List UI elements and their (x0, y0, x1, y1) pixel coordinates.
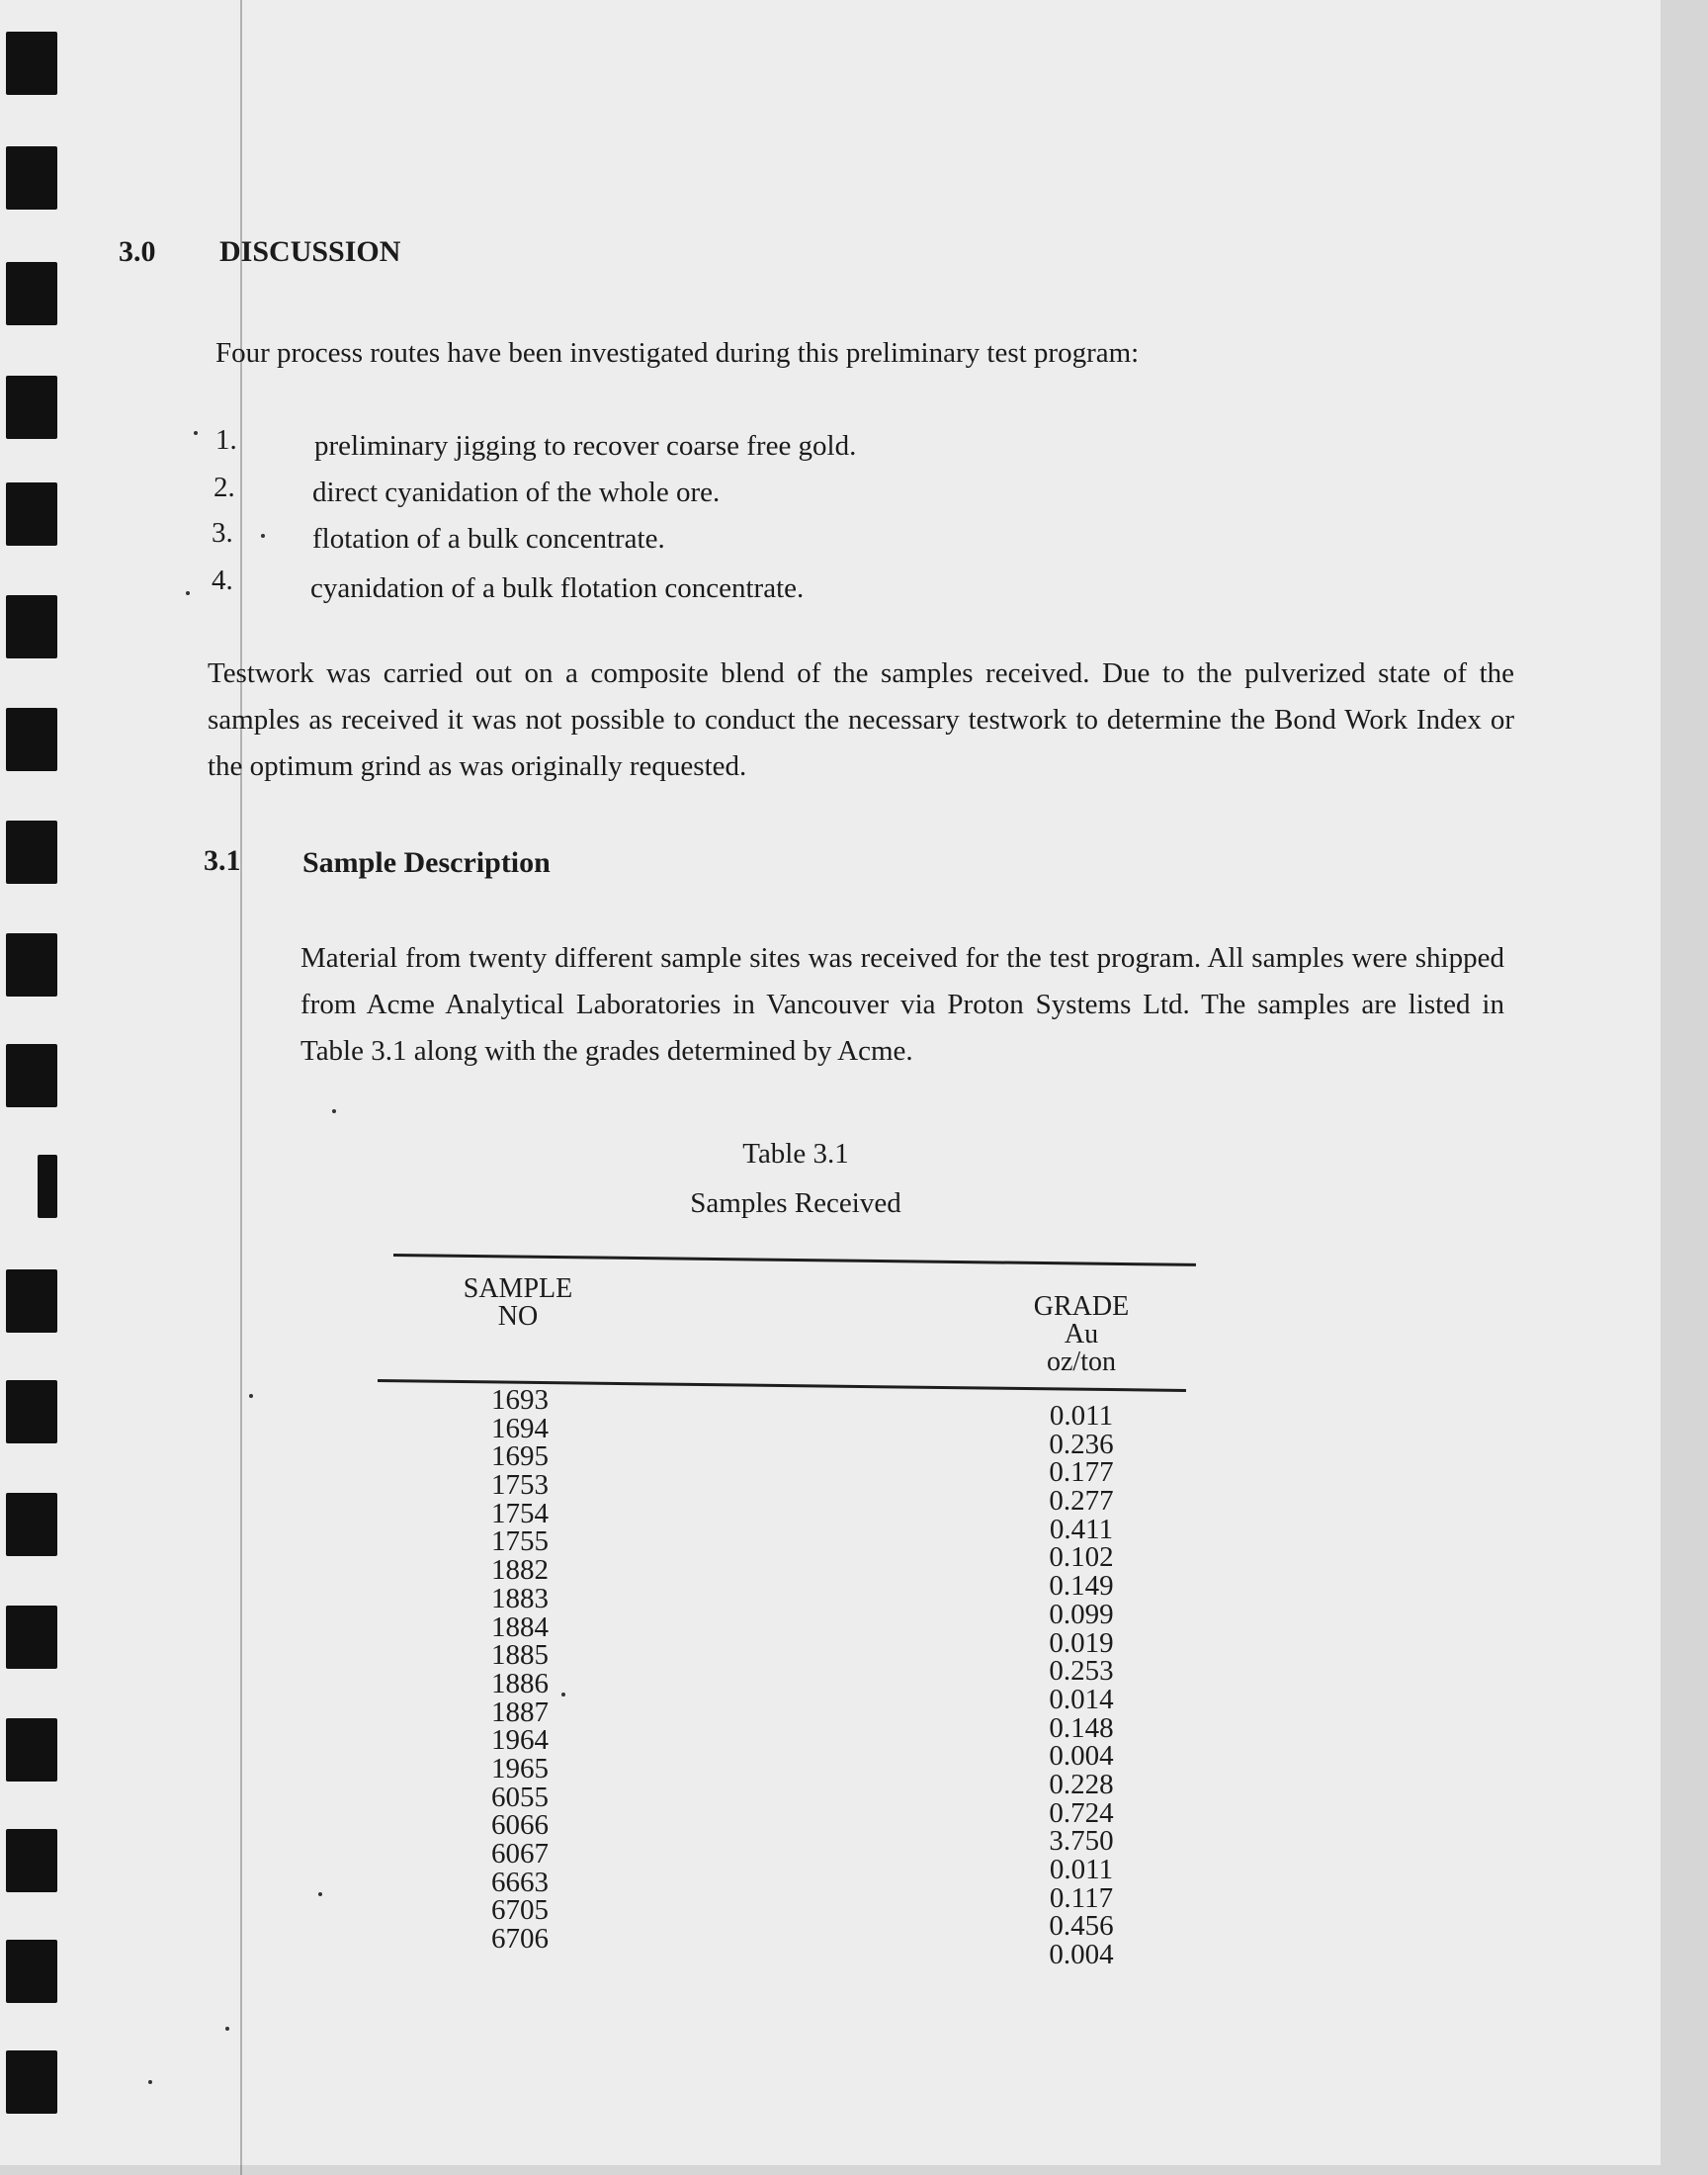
binding-hole (6, 2050, 57, 2114)
table-cell-grade: 0.177 (1049, 1456, 1114, 1489)
binding-hole (6, 1044, 57, 1107)
table-cell-grade: 0.148 (1049, 1711, 1114, 1744)
table-cell-sample: 1883 (491, 1582, 549, 1614)
sample-header-line: SAMPLE (463, 1273, 573, 1304)
table-cell-grade: 0.149 (1049, 1570, 1114, 1603)
binding-holes (0, 0, 61, 2175)
subsection-title: Sample Description (302, 846, 551, 879)
scan-speck (194, 431, 198, 435)
scan-speck (225, 2027, 229, 2031)
sample-number-column (451, 1386, 589, 1954)
table-cell-sample: 1884 (491, 1610, 549, 1643)
binding-hole (6, 1493, 57, 1556)
list-item-number: 3. (212, 517, 233, 549)
table-cell-grade: 0.011 (1049, 1854, 1114, 1885)
table-cell-sample: 1754 (491, 1497, 549, 1529)
scan-speck (249, 1394, 253, 1398)
list-item-text: flotation of a bulk concentrate. (312, 523, 665, 555)
binding-hole (6, 708, 57, 771)
table-cell-sample: 6066 (491, 1809, 549, 1842)
binding-hole (6, 32, 57, 95)
table-cell-sample: 1753 (491, 1469, 549, 1502)
table-cell-sample: 1886 (491, 1667, 549, 1699)
grade-column (1012, 1402, 1151, 1969)
table-cell-sample: 1693 (491, 1384, 549, 1416)
table-cell-grade: 0.099 (1049, 1598, 1114, 1630)
table-cell-grade: 0.228 (1049, 1768, 1114, 1800)
table-cell-grade: 0.277 (1049, 1485, 1114, 1518)
list-item-number: 4. (212, 565, 233, 596)
table-cell-grade: 0.411 (1049, 1513, 1114, 1545)
table-title: Samples Received (690, 1187, 901, 1219)
table-cell-sample: 1887 (491, 1696, 549, 1728)
table-cell-grade: 0.019 (1049, 1626, 1114, 1659)
sample-header-line: NO (497, 1301, 539, 1332)
binding-hole (6, 595, 57, 658)
grade-header-line: Au (1064, 1319, 1099, 1349)
binding-hole (6, 1269, 57, 1333)
table-cell-grade: 0.236 (1049, 1428, 1114, 1460)
binding-hole (38, 1155, 57, 1218)
sample-description-paragraph: Material from twenty different sample sites was received for the test program. All samples were shipped from Acme Analytical Laboratories in Vancouver via Proton Systems Ltd. The samples are listed in Table 3.1 along with the grades determined by Acme. (300, 942, 1504, 1067)
binding-hole (6, 1380, 57, 1443)
testwork-paragraph: Testwork was carried out on a composite blend of the samples received. Due to the pulverized state of the samples as received it was not possible to conduct the necessary testwork to determine the Bond Work Index or the optimum grind as was originally requested. (208, 657, 1514, 782)
list-item-text: preliminary jigging to recover coarse free gold. (314, 430, 857, 462)
table-cell-grade: 3.750 (1049, 1825, 1114, 1858)
table-cell-grade: 0.102 (1049, 1541, 1114, 1574)
table-cell-grade: 0.253 (1049, 1655, 1114, 1688)
scan-speck (148, 2080, 152, 2084)
grade-header-line: oz/ton (1047, 1347, 1116, 1377)
table-cell-grade: 0.117 (1049, 1881, 1114, 1914)
binding-hole (6, 146, 57, 210)
table-cell-sample: 1882 (491, 1554, 549, 1587)
binding-hole (6, 1718, 57, 1782)
table-cell-sample: 6705 (491, 1894, 549, 1927)
table-cell-grade: 0.004 (1049, 1740, 1114, 1773)
binding-hole (6, 933, 57, 997)
table-cell-grade: 0.724 (1049, 1796, 1114, 1829)
margin-rule (240, 0, 242, 2175)
table-cell-sample: 1964 (491, 1724, 549, 1757)
subsection-number: 3.1 (204, 844, 241, 877)
table-cell-sample: 6663 (491, 1866, 549, 1898)
table-cell-sample: 1965 (491, 1752, 549, 1784)
table-cell-sample: 6067 (491, 1838, 549, 1870)
table-cell-grade: 0.011 (1049, 1400, 1114, 1432)
table-cell-grade: 0.456 (1049, 1910, 1114, 1943)
table-cell-sample: 6055 (491, 1781, 549, 1813)
binding-hole (6, 482, 57, 546)
table-cell-sample: 1694 (491, 1412, 549, 1444)
sample-column-header (435, 1275, 601, 1331)
table-cell-sample: 1885 (491, 1639, 549, 1672)
table-cell-sample: 6706 (491, 1923, 549, 1956)
list-item-number: 1. (215, 424, 237, 456)
scan-speck (261, 534, 265, 538)
table-cell-grade: 0.014 (1049, 1683, 1114, 1715)
list-item-text: cyanidation of a bulk flotation concentrate. (310, 572, 805, 604)
binding-hole (6, 1829, 57, 1892)
table-cell-sample: 1695 (491, 1440, 549, 1473)
list-item-text: direct cyanidation of the whole ore. (312, 477, 721, 508)
list-item-number: 2. (214, 472, 235, 503)
binding-hole (6, 1606, 57, 1669)
scan-speck (186, 591, 190, 595)
binding-hole (6, 376, 57, 439)
binding-hole (6, 1940, 57, 2003)
scan-speck (561, 1693, 565, 1696)
grade-header-line: GRADE (1033, 1291, 1130, 1322)
scan-speck (332, 1109, 336, 1113)
section-number: 3.0 (119, 235, 156, 268)
binding-hole (6, 262, 57, 325)
table-cell-sample: 1755 (491, 1525, 549, 1558)
scan-speck (318, 1892, 322, 1896)
table-label: Table 3.1 (742, 1138, 849, 1170)
section-title: DISCUSSION (219, 235, 401, 268)
intro-paragraph: Four process routes have been investigated during this preliminary test program: (215, 337, 1140, 369)
grade-column-header (1012, 1293, 1151, 1376)
binding-hole (6, 821, 57, 884)
table-cell-grade: 0.004 (1049, 1939, 1114, 1971)
